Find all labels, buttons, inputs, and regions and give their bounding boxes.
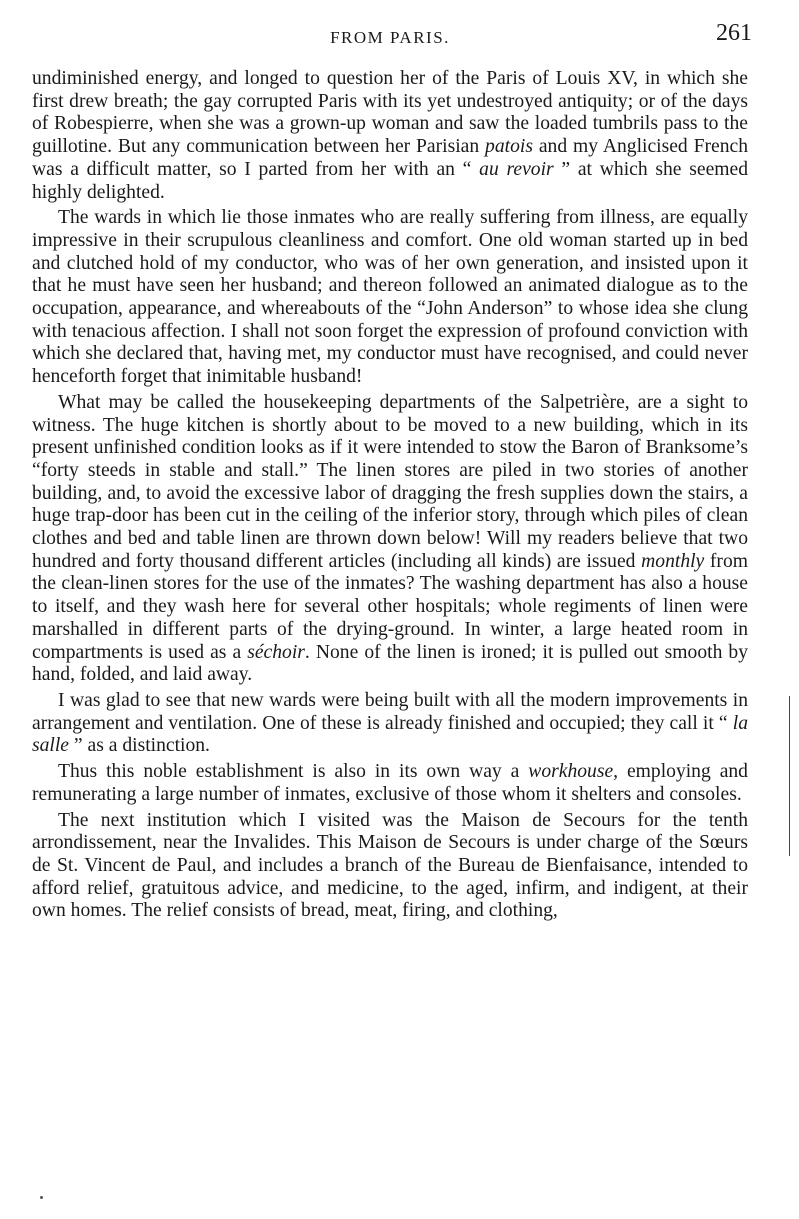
paragraph-1-continued	[32, 68, 748, 204]
running-title: FROM PARIS.	[330, 28, 450, 47]
paragraph-4-text-b: ” as a distinction.	[69, 735, 210, 757]
paragraph-3-text-b: from the clean-linen stores for the use of the inmates? The washing department has also a house to itself, and they wash here for several other hospitals; whole regiments of linen were marshalled in different parts of the drying-ground. In winter, a large heated room in compartments is used as a	[32, 550, 748, 663]
paragraph-5-text-a: Thus this noble establishment is also in its own way a	[58, 761, 529, 783]
paragraph-6	[32, 810, 748, 924]
body-text	[32, 68, 748, 923]
paragraph-1-text-b: and my Anglicised French was a difficult matter, so I parted from her with an “	[32, 136, 749, 180]
paragraph-3-text-a: What may be called the housekeeping departments of the Salpetrière, are a sight to witness. The huge kitchen is shortly about to be moved to a new building, which in its present unfinished condition looks as if it were intended to stow the Baron of Branksome’s “forty steeds in stable and stall.” The linen stores are piled in two stories of another building, and, to avoid the excessive labor of dragging the fresh supplies down the stairs, a huge trap-door has been cut in the ceiling of the inferior story, through which piles of clean clothes and bed and table linen are thrown down below! Will my readers believe that two hundred and forty thousand different articles (including all kinds) are issued	[32, 391, 748, 572]
margin-rule	[789, 696, 790, 856]
italic-workhouse: workhouse,	[528, 761, 619, 783]
paragraph-6-text: The next institution which I visited was the Maison de Secours for the tenth arrondissement, near the Invalides. This Maison de Secours is under charge of the Sœurs de St. Vincent de Paul, and includes a branch of the Bureau de Bienfaisance, intended to afford relief, gratuitous advice, and medicine, to the aged, infirm, and indigent, at their own homes. The relief consists of bread, meat, firing, and clothing,	[32, 809, 748, 922]
italic-patois: patois	[485, 136, 533, 158]
paragraph-3-text-c: . None of the linen is ironed; it is pulled out smooth by hand, folded, and laid away.	[32, 641, 749, 686]
paragraph-4-text-a: I was glad to see that new wards were being built with all the modern improvements in arrangement and ventilation. One of these is already finished and occupied; they call it “	[32, 689, 748, 734]
page-number: 261	[716, 20, 752, 46]
italic-monthly: monthly	[641, 550, 705, 572]
italic-au-revoir: au revoir	[479, 158, 554, 180]
paragraph-4	[32, 690, 748, 758]
ink-speck	[40, 1196, 43, 1199]
paragraph-2-text: The wards in which lie those inmates who are really suffering from illness, are equally impressive in their scrupulous cleanliness and comfort. One old woman started up in bed and clutched hold of my conductor, who was of her own generation, and insisted upon it that he must have seen her husband; and thereon followed an animated dialogue as to the occupation, appearance, and whereabouts of the “John Anderson” to whose idea she clung with tenacious affection. I shall not soon forget the expression of profound conviction with which she declared that, having met, my conductor must have recognised, and could never henceforth forget that inimitable husband!	[32, 207, 748, 388]
paragraph-3	[32, 392, 748, 687]
italic-sechoir: séchoir	[247, 641, 305, 663]
paragraph-5	[32, 761, 748, 806]
paragraph-5-text-b: employing and remunerating a large number of inmates, exclusive of those whom it shelters and consoles.	[32, 761, 748, 805]
italic-la-salle: la salle	[32, 712, 748, 757]
paragraph-1-text-a: undiminished energy, and longed to question her of the Paris of Louis XV, in which she first drew breath; the gay corrupted Paris with its yet undestroyed antiquity; or of the days of Robespierre, when she was a grown-up woman and saw the loaded tumbrils pass to the guillotine. But any communication between her Parisian	[32, 68, 748, 158]
paragraph-2	[32, 207, 748, 389]
paragraph-1-text-c: ” at which she seemed highly delighted.	[32, 158, 749, 203]
book-page	[32, 18, 752, 926]
running-head	[32, 18, 752, 58]
